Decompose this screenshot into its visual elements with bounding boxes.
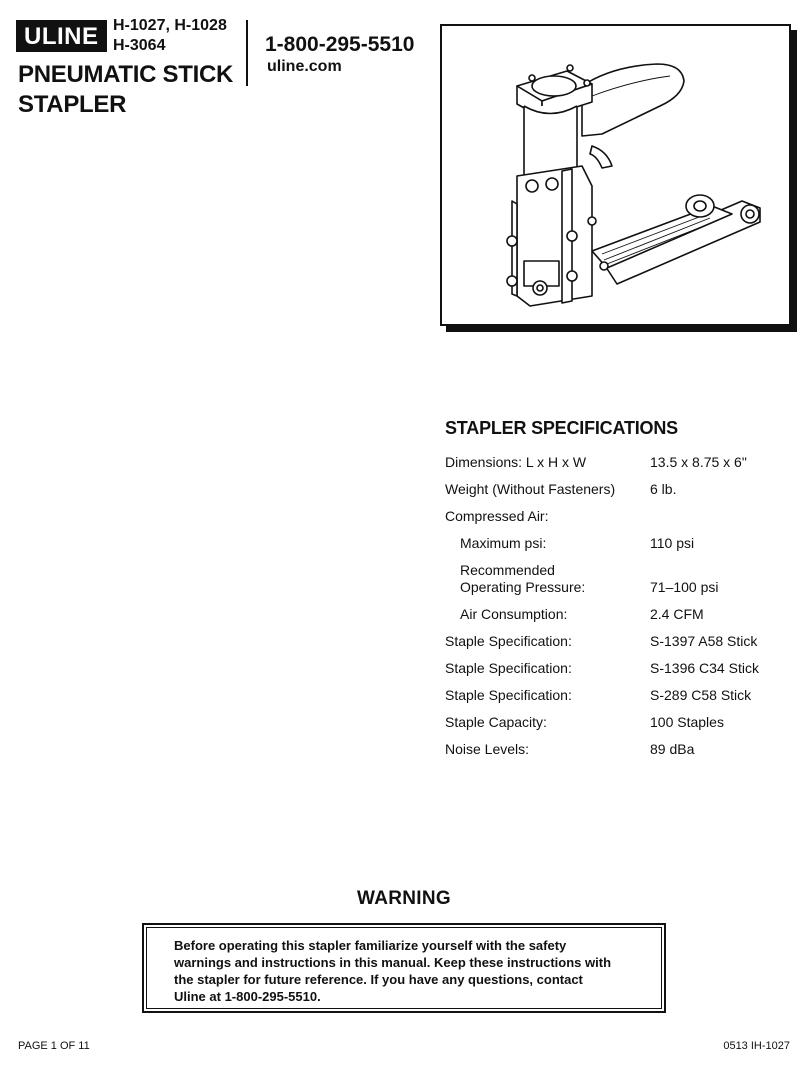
warning-title: WARNING [357, 888, 451, 909]
spec-row-staple-capacity [445, 704, 785, 731]
spec-row-weight [445, 471, 785, 498]
spec-value: 13.5 x 8.75 x 6" [650, 454, 747, 470]
header-divider [246, 20, 248, 86]
specs-table [445, 444, 785, 758]
spec-value: 89 dBa [650, 741, 695, 757]
spec-label: Compressed Air: [445, 508, 549, 524]
spec-row-operating-pressure [445, 552, 785, 596]
model-numbers [113, 16, 227, 56]
spec-label: Staple Specification: [445, 660, 572, 676]
spec-label: Dimensions: L x H x W [445, 454, 587, 470]
spec-label: Noise Levels: [445, 741, 530, 757]
spec-value: 2.4 CFM [650, 606, 704, 622]
document-code: 0513 IH-1027 [723, 1040, 790, 1052]
spec-row-dimensions [445, 444, 785, 471]
spec-label: Staple Capacity: [445, 714, 547, 730]
page-number: PAGE 1 OF 11 [18, 1040, 90, 1052]
warning-line-3: the stapler for future reference. If you have any questions, contact [174, 972, 583, 987]
spec-value: 100 Staples [650, 714, 724, 730]
model-line-2: H-3064 [113, 37, 166, 54]
spec-label: Staple Specification: [445, 687, 572, 703]
warning-line-4: Uline at 1-800-295-5510. [174, 989, 321, 1004]
spec-label: Staple Specification: [445, 633, 572, 649]
spec-value: S-1396 C34 Stick [650, 660, 759, 676]
spec-row-max-psi [445, 525, 785, 552]
phone-number: 1-800-295-5510 [265, 33, 415, 56]
model-line-1: H-1027, H-1028 [113, 17, 227, 34]
warning-line-2: warnings and instructions in this manual. Keep these instructions with [174, 955, 612, 970]
spec-label-line-2: Operating Pressure: [460, 579, 586, 595]
website-link[interactable]: uline.com [267, 58, 342, 75]
pneumatic-stapler-illustration [442, 26, 789, 324]
spec-value: S-1397 A58 Stick [650, 633, 758, 649]
title-line-1: PNEUMATIC STICK [18, 61, 234, 88]
page-title [18, 60, 233, 120]
warning-box [146, 927, 662, 1009]
warning-line-1: Before operating this stapler familiarize yourself with the safety [174, 938, 567, 953]
spec-row-compressed-air [445, 498, 785, 525]
title-line-2: STAPLER [18, 91, 127, 118]
spec-value: 71–100 psi [650, 579, 719, 595]
uline-logo: ULINE [16, 20, 107, 52]
spec-label-line-1: Recommended [460, 562, 555, 578]
spec-label: Weight (Without Fasteners) [445, 481, 616, 497]
spec-label: Air Consumption: [460, 606, 568, 622]
spec-label [445, 562, 650, 596]
spec-label: Maximum psi: [460, 535, 547, 551]
spec-row-staple-spec-2 [445, 650, 785, 677]
spec-row-staple-spec-3 [445, 677, 785, 704]
spec-row-air-consumption [445, 596, 785, 623]
spec-row-staple-spec-1 [445, 623, 785, 650]
specs-title: STAPLER SPECIFICATIONS [445, 418, 678, 438]
spec-row-noise-levels [445, 731, 785, 758]
spec-value: 6 lb. [650, 481, 677, 497]
product-image-frame [440, 24, 791, 326]
spec-value: S-289 C58 Stick [650, 687, 752, 703]
spec-value: 110 psi [650, 535, 695, 551]
